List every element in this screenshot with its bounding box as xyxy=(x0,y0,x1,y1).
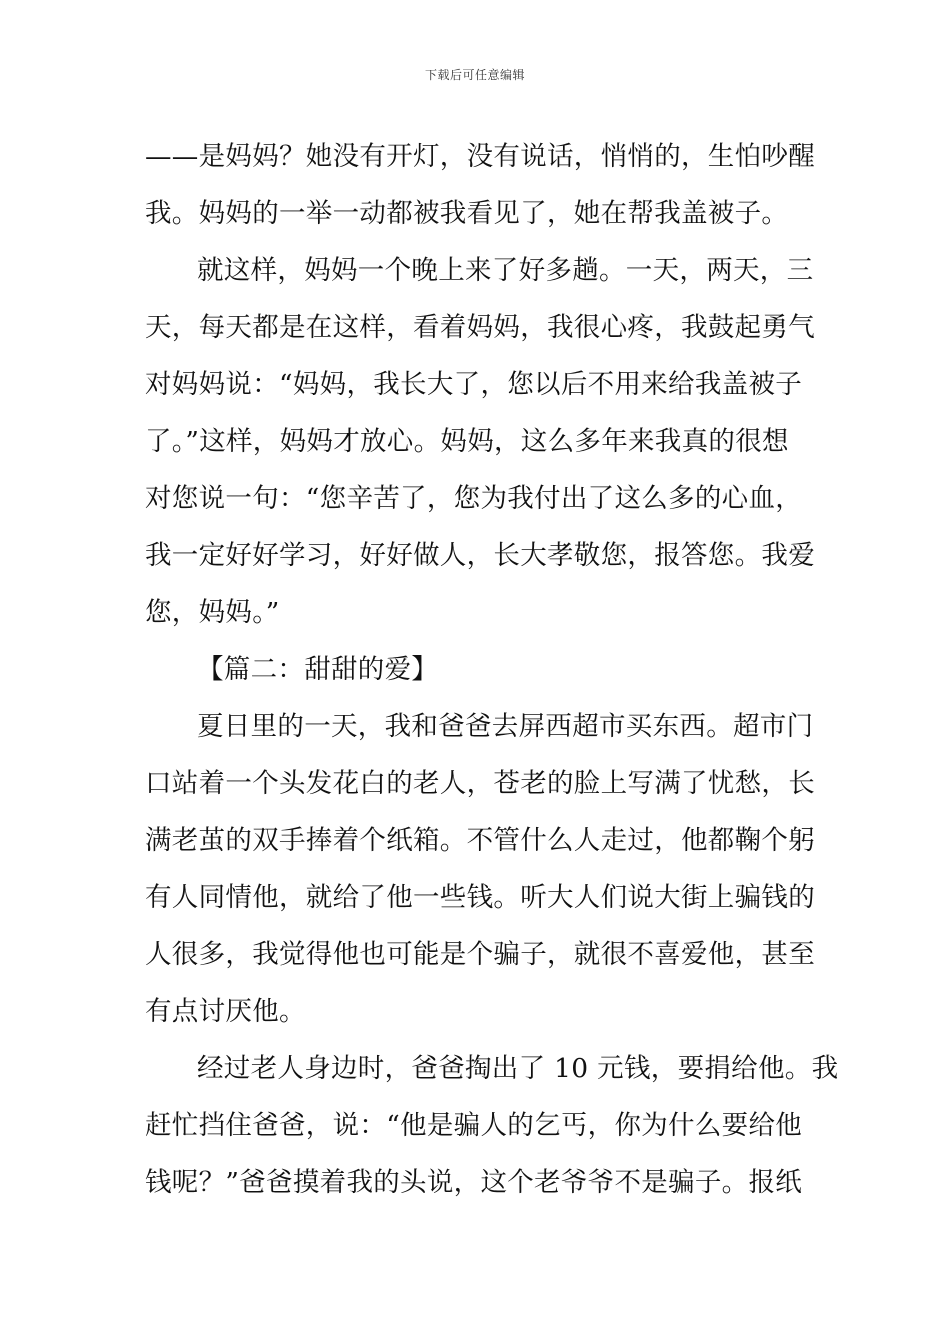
text-line: 对您说一句：“您辛苦了，您为我付出了这么多的心血， xyxy=(145,483,803,514)
text-line: 我一定好好学习，好好做人，长大孝敬您，报答您。我爱 xyxy=(145,540,815,571)
text-line: 我。妈妈的一举一动都被我看见了，她在帮我盖被子。 xyxy=(145,198,789,229)
text-line: 了。”这样，妈妈才放心。妈妈，这么多年来我真的很想 xyxy=(145,426,789,457)
section-heading: 【篇二：甜甜的爱】 xyxy=(197,654,439,685)
text-line: 人很多，我觉得他也可能是个骗子，就很不喜爱他，甚至 xyxy=(145,939,815,970)
text-line: 钱呢？”爸爸摸着我的头说，这个老爷爷不是骗子。报纸 xyxy=(145,1167,803,1198)
text-line: 对妈妈说：“妈妈，我长大了，您以后不用来给我盖被子 xyxy=(145,369,803,400)
text-line: 天，每天都是在这样，看着妈妈，我很心疼，我鼓起勇气 xyxy=(145,312,815,343)
text-line: 您，妈妈。” xyxy=(145,597,280,628)
text-line: 口站着一个头发花白的老人，苍老的脸上写满了忧愁，长 xyxy=(145,768,815,799)
text-line: 有人同情他，就给了他一些钱。听大人们说大街上骗钱的 xyxy=(145,882,815,913)
text-line: 有点讨厌他。 xyxy=(145,996,306,1027)
text-line: 夏日里的一天，我和爸爸去屏西超市买东西。超市门 xyxy=(197,711,814,742)
text-line: 经过老人身边时，爸爸掏出了 10 元钱，要捐给他。我 xyxy=(197,1053,839,1084)
text-line: 满老茧的双手捧着个纸箱。不管什么人走过，他都鞠个躬 xyxy=(145,825,815,856)
text-line: 赶忙挡住爸爸，说：“他是骗人的乞丐，你为什么要给他 xyxy=(145,1110,803,1141)
page-header: 下载后可任意编辑 xyxy=(424,68,525,82)
body-text xyxy=(145,128,839,1211)
text-line: 就这样，妈妈一个晚上来了好多趟。一天，两天，三 xyxy=(197,255,814,286)
text-line: ——是妈妈？她没有开灯，没有说话，悄悄的，生怕吵醒 xyxy=(145,141,815,172)
